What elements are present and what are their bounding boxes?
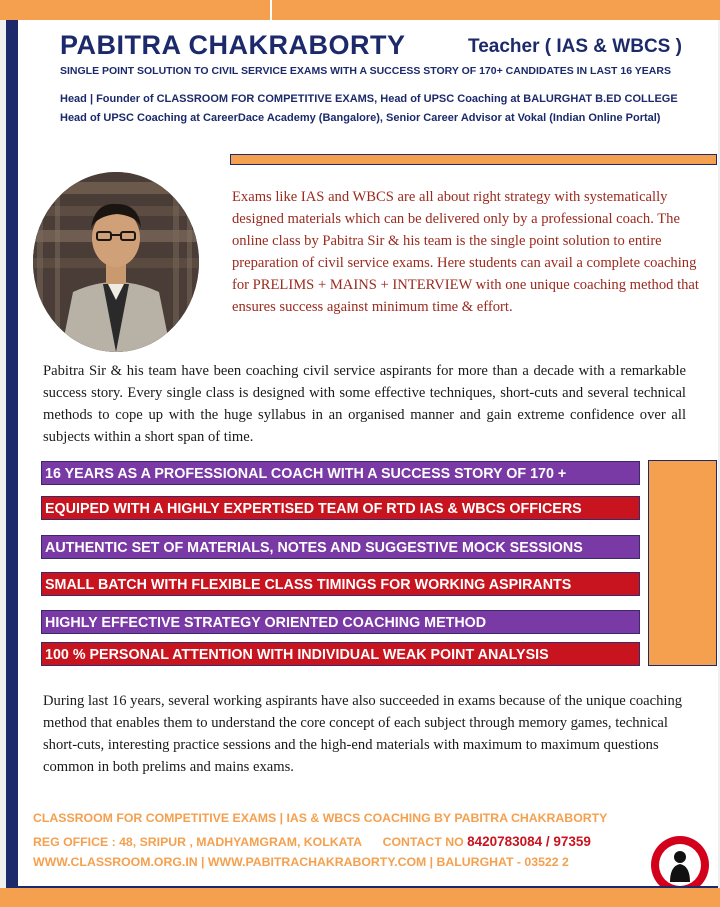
- footer-contact-numbers: 8420783084 / 97359: [467, 834, 591, 849]
- footer-reg-office: REG OFFICE : 48, SRIPUR , MADHYAMGRAM, KOLKATA: [33, 835, 363, 849]
- feature-banner-3: AUTHENTIC SET OF MATERIALS, NOTES AND SUGGESTIVE MOCK SESSIONS: [41, 535, 640, 559]
- orange-side-panel: [648, 460, 717, 666]
- left-navy-bar: [6, 20, 18, 890]
- teacher-name: PABITRA CHAKRABORTY: [60, 30, 406, 60]
- footer-contact-line: [33, 834, 591, 849]
- portrait-photo-icon: [33, 172, 199, 352]
- success-paragraph: During last 16 years, several working aspirants have also succeeded in exams because of the unique coaching method that enables them to understand the core concept of each subject through memory games, technical short-cuts, interesting practice sessions and the high-end materials with maximum to maximum questions common in both prelims and mains exams.: [43, 693, 683, 775]
- feature-banner-4: SMALL BATCH WITH FLEXIBLE CLASS TIMINGS FOR WORKING ASPIRANTS: [41, 572, 640, 596]
- feature-banner-2: EQUIPED WITH A HIGHLY EXPERTISED TEAM OF RTD IAS & WBCS OFFICERS: [41, 496, 640, 520]
- footer-institute-line: CLASSROOM FOR COMPETITIVE EXAMS | IAS & WBCS COACHING BY PABITRA CHAKRABORTY: [33, 811, 608, 825]
- feature-banner-5: HIGHLY EFFECTIVE STRATEGY ORIENTED COACHING METHOD: [41, 610, 640, 634]
- portrait-photo: [33, 172, 199, 352]
- coaching-description: Pabitra Sir & his team have been coaching civil service aspirants for more than a decade with a remarkable success story. Every single class is designed with some effective techniques, short-cuts and several technical methods to cope up with the huge syllabus in an organised manner and gain extreme confidence over all subjects within a short span of time.: [43, 363, 686, 445]
- tagline: SINGLE POINT SOLUTION TO CIVIL SERVICE EXAMS WITH A SUCCESS STORY OF 170+ CANDIDATES IN LAST 16 YEARS: [60, 65, 671, 77]
- positions-line-1: Head | Founder of CLASSROOM FOR COMPETITIVE EXAMS, Head of UPSC Coaching at BALURGHAT B.ED COLLEGE: [60, 93, 678, 105]
- feature-banner-1: 16 YEARS AS A PROFESSIONAL COACH WITH A SUCCESS STORY OF 170 +: [41, 461, 640, 485]
- feature-banner-6: 100 % PERSONAL ATTENTION WITH INDIVIDUAL WEAK POINT ANALYSIS: [41, 642, 640, 666]
- top-orange-bar: [0, 0, 720, 20]
- orange-divider: [230, 154, 717, 165]
- bottom-orange-bar: [0, 888, 720, 907]
- footer-contact-label: CONTACT NO: [382, 835, 464, 849]
- intro-paragraph: Exams like IAS and WBCS are all about right strategy with systematically designed materials which can be delivered only by a professional coach. The online class by Pabitra Sir & his team is the single point solution to entire preparation of civil service exams. Here students can avail a complete coaching for PRELIMS + MAINS + INTERVIEW with one unique coaching method that ensures success against minimum time & effort.: [232, 189, 699, 315]
- footer-website-line: WWW.CLASSROOM.ORG.IN | WWW.PABITRACHAKRABORTY.COM | BALURGHAT - 03522 2: [33, 855, 569, 869]
- teacher-role: Teacher ( IAS & WBCS ): [468, 36, 682, 57]
- positions-line-2: Head of UPSC Coaching at CareerDace Academy (Bangalore), Senior Career Advisor at Vokal (Indian Online Portal): [60, 112, 661, 124]
